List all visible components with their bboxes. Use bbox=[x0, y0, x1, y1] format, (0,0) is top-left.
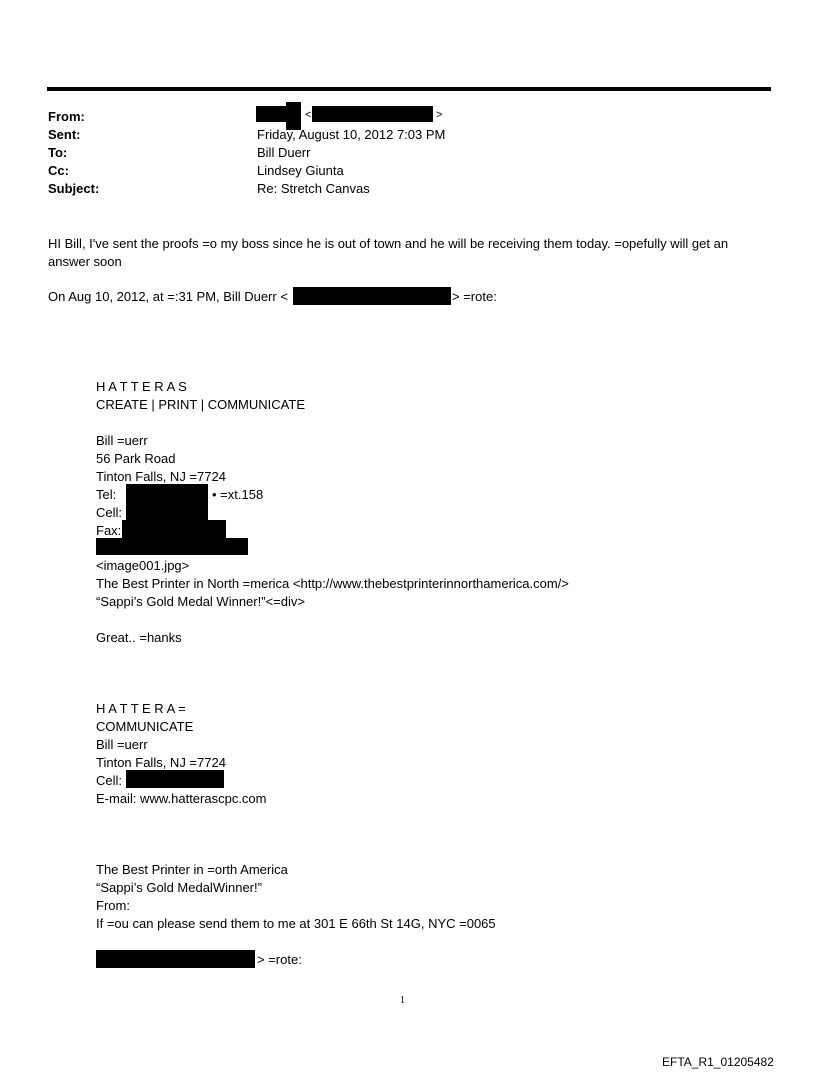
sig1-tel-label: Tel: bbox=[96, 487, 117, 502]
cc-label: Cc: bbox=[48, 163, 69, 178]
quote-intro-prefix: On Aug 10, 2012, at =:31 PM, Bill Duerr < bbox=[48, 289, 288, 304]
sig1-name: Bill =uerr bbox=[96, 433, 148, 448]
sig2-tagline: COMMUNICATE bbox=[96, 719, 194, 734]
sig2-cell-label: Cell: bbox=[96, 773, 123, 788]
bates-number: EFTA_R1_01205482 bbox=[662, 1055, 774, 1069]
sig2-email-redaction bbox=[96, 950, 255, 968]
body-paragraph: HI Bill, I've sent the proofs =o my boss since he is out of town and he will be receiving them today. =opefully will get an answer soon bbox=[48, 236, 729, 269]
from-close-bracket: > bbox=[436, 109, 443, 121]
sig1-cell-redaction bbox=[126, 502, 208, 520]
sig1-email-redaction bbox=[96, 538, 248, 555]
sig1-company: H A T T E R A S bbox=[96, 379, 187, 394]
sig1-fax-redaction bbox=[122, 520, 226, 538]
subject-value: Re: Stretch Canvas bbox=[257, 181, 370, 196]
sig2-name: Bill =uerr bbox=[96, 737, 148, 752]
sig1-city: Tinton Falls, NJ =7724 bbox=[96, 469, 226, 484]
sig1-fax-label: Fax: bbox=[96, 523, 122, 538]
from-open-bracket: < bbox=[305, 109, 312, 121]
from-name-redaction bbox=[256, 106, 288, 122]
sig2-best-printer: The Best Printer in =orth America bbox=[96, 862, 288, 877]
sig2-company: H A T T E R A = bbox=[96, 701, 186, 716]
from-label: From: bbox=[48, 109, 85, 124]
sig1-award: “Sappi’s Gold Medal Winner!”<=div> bbox=[96, 594, 305, 609]
sig1-tagline: CREATE | PRINT | COMMUNICATE bbox=[96, 397, 305, 412]
sig2-cell-redaction bbox=[126, 770, 224, 788]
sig1-tel-redaction bbox=[126, 484, 208, 502]
header-rule bbox=[47, 87, 771, 91]
quote-intro-suffix: > =rote: bbox=[452, 289, 497, 304]
quote-email-redaction bbox=[293, 287, 451, 305]
to-label: To: bbox=[48, 145, 68, 160]
sig1-best-printer-link: The Best Printer in North =merica <http://www.thebestprinterinnorthamerica.com/> bbox=[96, 576, 569, 591]
page-number: 1 bbox=[400, 995, 405, 1006]
sig1-tel-ext: • =xt.158 bbox=[212, 487, 264, 502]
sig2-request: If =ou can please send them to me at 301 E 66th St 14G, NYC =0065 bbox=[96, 916, 496, 931]
cc-value: Lindsey Giunta bbox=[257, 163, 344, 178]
thanks-line: Great.. =hanks bbox=[96, 630, 182, 645]
sig2-wrote: > =rote: bbox=[257, 952, 302, 967]
sig2-email: E-mail: www.hatterascpc.com bbox=[96, 791, 267, 806]
sig2-city: Tinton Falls, NJ =7724 bbox=[96, 755, 226, 770]
sig1-cell-label: Cell: bbox=[96, 505, 123, 520]
to-value: Bill Duerr bbox=[257, 145, 311, 160]
sig1-image-placeholder: <image001.jpg> bbox=[96, 558, 190, 573]
subject-label: Subject: bbox=[48, 181, 100, 196]
sig2-award: “Sappi’s Gold MedalWinner!” bbox=[96, 880, 262, 895]
sent-label: Sent: bbox=[48, 127, 81, 142]
sig1-street: 56 Park Road bbox=[96, 451, 176, 466]
sig2-from-label: From: bbox=[96, 898, 130, 913]
from-email-redaction bbox=[312, 106, 433, 122]
sent-value: Friday, August 10, 2012 7:03 PM bbox=[257, 127, 446, 142]
